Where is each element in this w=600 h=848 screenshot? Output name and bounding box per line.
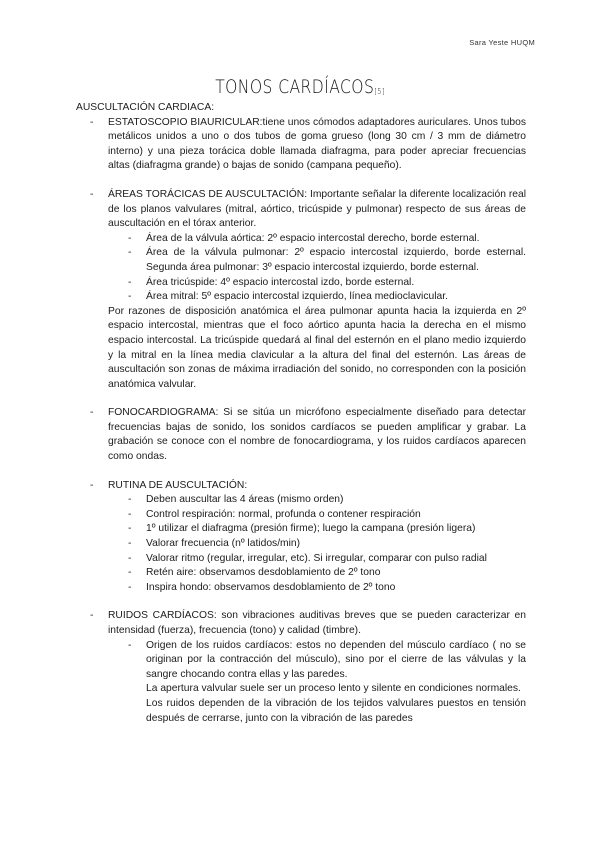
sub-item	[108, 290, 526, 305]
item-text: ÁREAS TORÁCICAS DE AUSCULTACIÓN: Importante señalar la diferente localización real de los planos valvulares (mitral, aórtico, tricúspide y pulmonar) respecto de sus áreas de auscultación en el tórax anterior.	[108, 188, 526, 230]
sub-item-text: Área de la válvula aórtica: 2º espacio intercostal derecho, borde esternal.	[146, 232, 480, 244]
list-item-fonocardiograma	[76, 406, 526, 464]
list-item-estetoscopio	[76, 116, 526, 174]
sub-paragraph	[108, 697, 526, 726]
page-title	[54, 76, 546, 98]
sub-item-text: Valorar frecuencia (nº latidos/min)	[146, 538, 301, 550]
sub-item-text: 1º utilizar el diafragma (presión firme); luego la campana (presión ligera)	[146, 523, 476, 535]
sub-paragraph-text: La apertura valvular suele ser un proceso lento y silente en condiciones normales.	[146, 683, 521, 695]
bullet-dash: -	[128, 247, 132, 259]
item-text: ESTATOSCOPIO BIAURICULAR:tiene unos cómodos adaptadores auriculares. Unos tubos metálicos unidos a uno o dos tubos de goma grueso (long 30 cm / 3 mm de diámetro interno) y una pieza torácica doble llamada diafragma, para poder apreciar frecuencias altas (diafragma grande) o bajas de sonido (campana pequeño).	[108, 116, 526, 172]
item-text: RUIDOS CARDÍACOS: son vibraciones auditivas breves que se pueden caracterizar en intensidad (fuerza), frecuencia (tono) y calidad (timbre).	[108, 610, 526, 636]
sub-item	[108, 522, 526, 537]
list-item-areas	[76, 188, 526, 392]
bullet-dash: -	[90, 610, 94, 622]
sub-item	[108, 508, 526, 523]
bullet-dash: -	[90, 479, 94, 491]
sub-item	[108, 232, 526, 247]
sub-item-text: Retén aire: observamos desdoblamiento de 2º tono	[146, 567, 381, 579]
document-body	[76, 101, 526, 726]
sub-item	[108, 639, 526, 683]
sub-item	[108, 493, 526, 508]
bullet-dash: -	[128, 291, 132, 303]
sub-item-text: Área tricúspide: 4º espacio intercostal izdo, borde esternal.	[146, 276, 415, 288]
sub-item	[108, 246, 526, 275]
sub-item	[108, 276, 526, 291]
sub-paragraph	[108, 682, 526, 697]
list-item-ruidos	[76, 609, 526, 726]
sub-item	[108, 537, 526, 552]
list-item-rutina	[76, 479, 526, 596]
item-text: RUTINA DE AUSCULTACIÓN:	[108, 479, 248, 491]
sub-item-text: Área mitral: 5º espacio intercostal izquierdo, línea medioclavicular.	[146, 291, 448, 303]
sub-item-text: Origen de los ruidos cardíacos: estos no dependen del músculo cardíaco ( no se originan por la contracción del músculo), sino por el cierre de las válvulas y la sangre chocando contra ellas y las paredes.	[146, 639, 526, 680]
item-text: FONOCARDIOGRAMA: Si se sitúa un micrófono especialmente diseñado para detectar frecuencias bajas de sonido, los sonidos cardíacos se pueden amplificar y grabar. La grabación se conoce con el nombre de fonocardiograma, y los ruidos cardíacos aparecen como ondas.	[108, 407, 526, 463]
sub-list	[108, 639, 526, 727]
sub-list	[108, 493, 526, 595]
bullet-dash: -	[128, 523, 132, 535]
sub-item-text: Área de la válvula pulmonar: 2º espacio intercostal izquierdo, borde esternal. Segunda área pulmonar: 3º espacio intercostal izquierdo, borde esternal.	[146, 247, 526, 273]
sub-item-text: Valorar ritmo (regular, irregular, etc). Si irregular, comparar con pulso radial	[146, 552, 487, 564]
section-heading: AUSCULTACIÓN CARDIACA:	[76, 102, 215, 113]
sub-item	[108, 566, 526, 581]
bullet-dash: -	[90, 116, 94, 128]
sub-paragraph-text: Los ruidos dependen de la vibración de los tejidos valvulares puestos en tensión después de cerrarse, junto con la vibración de las paredes	[146, 697, 526, 724]
bullet-dash: -	[128, 639, 132, 651]
author-name: Sara Yeste HUQM	[469, 38, 535, 47]
bullet-dash: -	[128, 494, 132, 506]
sub-item	[108, 581, 526, 596]
title-text: TONOS CARDÍACOS	[215, 76, 375, 98]
title-reference: [5]	[374, 87, 385, 96]
sub-list	[108, 232, 526, 305]
bullet-dash: -	[128, 552, 132, 564]
item-paragraph: Por razones de disposición anatómica el área pulmonar apunta hacia la izquierda en 2º espacio intercostal, mientras que el foco aórtico apunta hacia la derecha en el mismo espacio intercostal. La tricúspide quedará al final del esternón en el plano medio izquierdo y la mitral en la línea media clavicular a la altura del final del esternón. Las áreas de auscultación son zonas de máxima irradiación del sonido, no corresponden con la posición anatómica valvular.	[108, 305, 526, 390]
bullet-dash: -	[128, 538, 132, 550]
bullet-dash: -	[90, 407, 94, 419]
sub-item	[108, 552, 526, 567]
bullet-dash: -	[90, 188, 94, 200]
bullet-dash: -	[128, 232, 132, 244]
bullet-dash: -	[128, 508, 132, 520]
sub-item-text: Inspira hondo: observamos desdoblamiento de 2º tono	[146, 581, 396, 593]
bullet-dash: -	[128, 581, 132, 593]
bullet-dash: -	[128, 276, 132, 288]
bullet-dash: -	[128, 567, 132, 579]
sub-item-text: Control respiración: normal, profunda o contener respiración	[146, 508, 421, 520]
sub-item-text: Deben auscultar las 4 áreas (mismo orden)	[146, 494, 344, 506]
